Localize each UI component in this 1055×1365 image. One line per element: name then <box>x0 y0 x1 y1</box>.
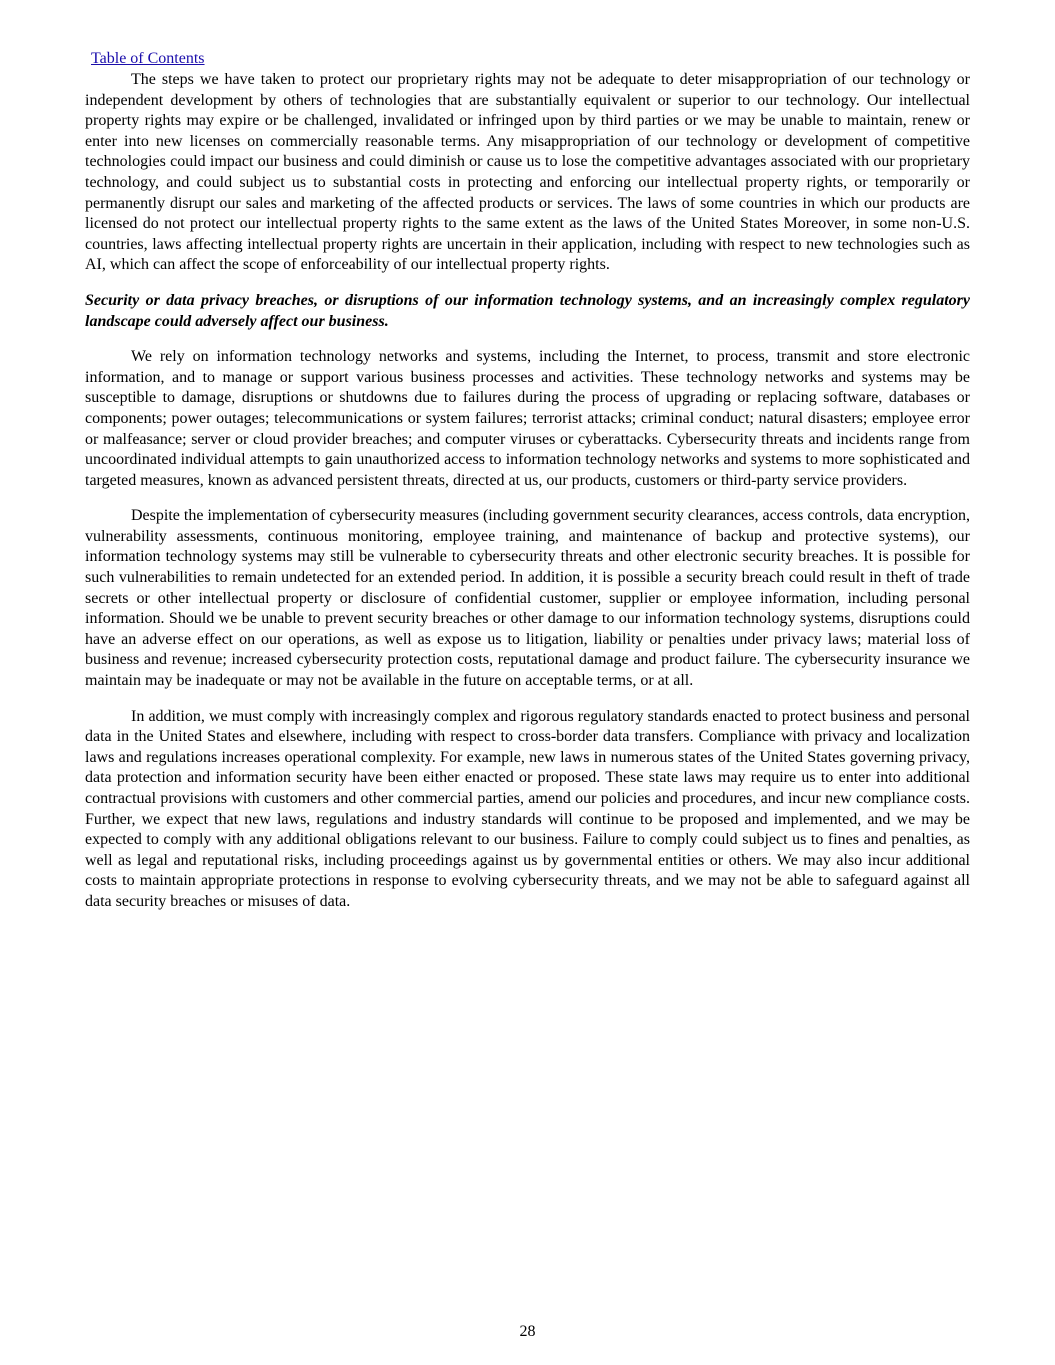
paragraph-it-networks: We rely on information technology networks and systems, including the Internet, to process, transmit and store electronic information, and to manage or support various business processes and activities. These technology networks and systems may be susceptible to damage, disruptions or shutdowns due to failures during the process of upgrading or replacing software, databases or components; power outages; telecommunications or system failures; terrorist attacks; criminal conduct; natural disasters; employee error or malfeasance; server or cloud provider breaches; and computer viruses or cyberattacks. Cybersecurity threats and incidents range from uncoordinated individual attempts to gain unauthorized access to information technology networks and systems to more sophisticated and targeted measures, known as advanced persistent threats, directed at us, our products, customers or third-party service providers. <box>85 348 970 489</box>
paragraph-cybersecurity-measures: Despite the implementation of cybersecurity measures (including government security clearances, access controls, data encryption, vulnerability assessments, continuous monitoring, employee training, and maintenance of backup and protective systems), our information technology systems may still be vulnerable to cybersecurity threats and other electronic security breaches. It is possible for such vulnerabilities to remain undetected for an extended period. In addition, it is possible a security breach could result in theft of trade secrets or other intellectual property or disclosure of confidential customer, supplier or employee information, including personal information. Should we be unable to prevent security breaches or other damage to our information technology systems, disruptions could have an adverse effect on our operations, as well as expose us to litigation, liability or penalties under privacy laws; material loss of business and revenue; increased cybersecurity protection costs, reputational damage and product failure. The cybersecurity insurance we maintain may be inadequate or may not be available in the future on acceptable terms, or at all. <box>85 507 970 690</box>
section-heading-security-breaches: Security or data privacy breaches, or disruptions of our information technology systems, and an increasingly complex regulatory landscape could adversely affect our business. <box>85 291 970 330</box>
document-page <box>85 48 970 928</box>
paragraph-regulatory-compliance: In addition, we must comply with increasingly complex and rigorous regulatory standards enacted to protect business and personal data in the United States and elsewhere, including with respect to cross-border data transfers. Compliance with privacy and localization laws and regulations increases operational complexity. For example, new laws in numerous states of the United States governing privacy, data protection and information security have been either enacted or proposed. These state laws may require us to enter into additional contractual provisions with customers and other commercial parties, amend our policies and procedures, and incur new compliance costs. Further, we expect that new laws, regulations and industry standards will continue to be proposed and implemented, and we may be expected to comply with any additional obligations relevant to our business. Failure to comply could subject us to fines and penalties, as well as legal and reputational risks, including proceedings against us by governmental entities or others. We may also incur additional costs to maintain appropriate protections in response to evolving cybersecurity threats, and we may not be able to safeguard against all data security breaches or misuses of data. <box>85 707 970 910</box>
paragraph-proprietary-rights: The steps we have taken to protect our proprietary rights may not be adequate to deter misappropriation of our technology or independent development by others of technologies that are substantially equivalent or superior to our technology. Our intellectual property rights may expire or be challenged, invalidated or infringed upon by third parties or we may be unable to maintain, renew or enter into new licenses on commercially reasonable terms. Any misappropriation of our technology or development of competitive technologies could impact our business and could diminish or cause us to lose the competitive advantages associated with our proprietary technology, and could subject us to substantial costs in protecting and enforcing our intellectual property rights, or temporarily or permanently disrupt our sales and marketing of the affected products or services. The laws of some countries in which our products are licensed do not protect our intellectual property rights to the same extent as the laws of the United States Moreover, in some non-U.S. countries, laws affecting intellectual property rights are uncertain in their application, including with respect to new technologies such as AI, which can affect the scope of enforceability of our intellectual property rights. <box>85 71 970 274</box>
page-number: 28 <box>519 1323 536 1340</box>
table-of-contents-link[interactable]: Table of Contents <box>91 50 205 67</box>
